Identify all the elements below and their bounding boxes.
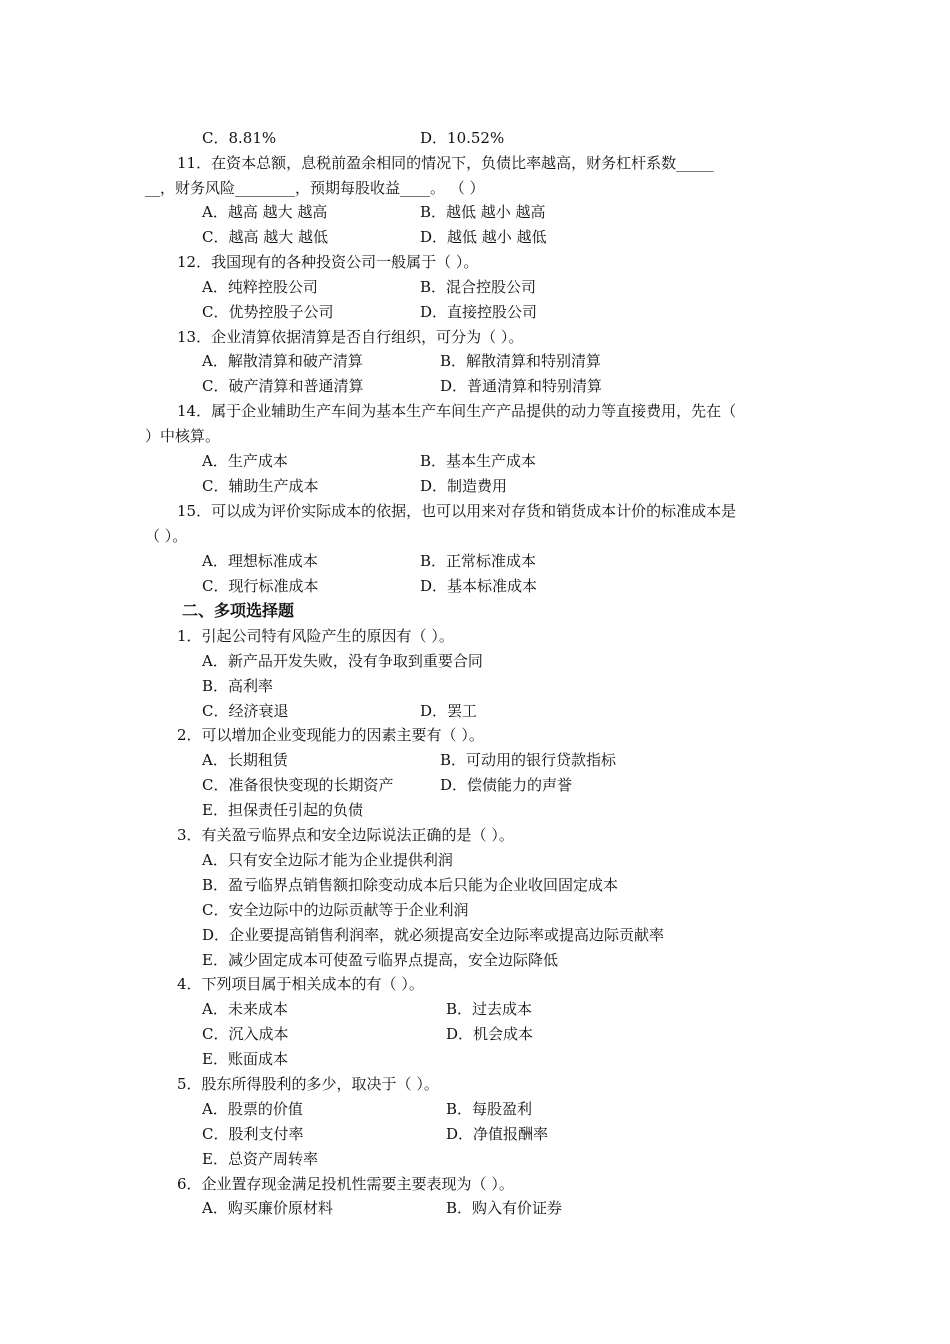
q15-option-d: D．基本标准成本 xyxy=(420,577,538,595)
q15-option-b: B．正常标准成本 xyxy=(420,552,537,570)
m5-option-a: A．股票的价值 xyxy=(202,1100,303,1118)
q11-option-a: A．越高 越大 越高 xyxy=(202,203,328,221)
mc-question-2-text: 2．可以增加企业变现能力的因素主要有（ ）。 xyxy=(177,726,484,744)
m3-option-e: E．减少固定成本可使盈亏临界点提高，安全边际降低 xyxy=(202,951,558,969)
q13-option-b: B．解散清算和特别清算 xyxy=(440,352,602,370)
question-14-text: 14．属于企业辅助生产车间为基本生产车间生产产品提供的动力等直接费用，先在（ xyxy=(177,402,737,420)
q12-option-c: C．优势控股子公司 xyxy=(202,303,334,321)
mc-question-3-text: 3．有关盈亏临界点和安全边际说法正确的是（ ）。 xyxy=(177,826,514,844)
m2-option-a: A．长期租赁 xyxy=(202,751,288,769)
question-15-text: 15．可以成为评价实际成本的依据，也可以用来对存货和销货成本计价的标准成本是 xyxy=(177,502,737,520)
q13-option-d: D．普通清算和特别清算 xyxy=(440,377,603,395)
mc-question-1-text: 1．引起公司特有风险产生的原因有（ ）。 xyxy=(177,627,454,645)
m2-option-e: E．担保责任引起的负债 xyxy=(202,801,363,819)
m6-option-b: B．购入有价证券 xyxy=(446,1199,563,1217)
q10-option-d: D．10.52% xyxy=(420,129,505,147)
question-11-text: 11．在资本总额，息税前盈余相同的情况下，负债比率越高，财务杠杆系数_____ xyxy=(177,154,714,172)
question-13-text: 13．企业清算依据清算是否自行组织，可分为（ ）。 xyxy=(177,328,524,346)
m1-option-d: D．罢工 xyxy=(420,702,478,720)
m5-option-e: E．总资产周转率 xyxy=(202,1150,318,1168)
section-heading-multiple-choice: 二、多项选择题 xyxy=(182,601,295,620)
m2-option-c: C．准备很快变现的长期资产 xyxy=(202,776,394,794)
mc-question-6-text: 6．企业置存现金满足投机性需要主要表现为（ ）。 xyxy=(177,1175,514,1193)
mc-question-5-text: 5．股东所得股利的多少，取决于（ ）。 xyxy=(177,1075,439,1093)
question-11-text-cont: __，财务风险________，预期每股收益____。 （ ） xyxy=(145,179,485,197)
m2-option-b: B．可动用的银行贷款指标 xyxy=(440,751,617,769)
q12-option-d: D．直接控股公司 xyxy=(420,303,538,321)
q15-option-a: A．理想标准成本 xyxy=(202,552,318,570)
q12-option-a: A．纯粹控股公司 xyxy=(202,278,318,296)
m3-option-c: C．安全边际中的边际贡献等于企业利润 xyxy=(202,901,469,919)
question-14-text-cont: ）中核算。 xyxy=(145,427,221,445)
q10-option-c: C．8.81% xyxy=(202,129,277,147)
q11-option-b: B．越低 越小 越高 xyxy=(420,203,546,221)
q14-option-a: A．生产成本 xyxy=(202,452,288,470)
m4-option-b: B．过去成本 xyxy=(446,1000,533,1018)
question-15-text-cont: （ ）。 xyxy=(145,527,188,545)
m3-option-b: B．盈亏临界点销售额扣除变动成本后只能为企业收回固定成本 xyxy=(202,876,619,894)
q13-option-a: A．解散清算和破产清算 xyxy=(202,352,363,370)
question-12-text: 12．我国现有的各种投资公司一般属于（ ）。 xyxy=(177,253,479,271)
m4-option-c: C．沉入成本 xyxy=(202,1025,289,1043)
m5-option-b: B．每股盈利 xyxy=(446,1100,533,1118)
m4-option-e: E．账面成本 xyxy=(202,1050,288,1068)
m5-option-c: C．股利支付率 xyxy=(202,1125,304,1143)
m1-option-a: A．新产品开发失败，没有争取到重要合同 xyxy=(202,652,483,670)
m4-option-d: D．机会成本 xyxy=(446,1025,534,1043)
q14-option-c: C．辅助生产成本 xyxy=(202,477,319,495)
q11-option-d: D．越低 越小 越低 xyxy=(420,228,547,246)
m3-option-a: A．只有安全边际才能为企业提供利润 xyxy=(202,851,453,869)
q15-option-c: C．现行标准成本 xyxy=(202,577,319,595)
m4-option-a: A．未来成本 xyxy=(202,1000,288,1018)
mc-question-4-text: 4．下列项目属于相关成本的有（ ）。 xyxy=(177,975,424,993)
q13-option-c: C．破产清算和普通清算 xyxy=(202,377,364,395)
m2-option-d: D．偿债能力的声誉 xyxy=(440,776,573,794)
q11-option-c: C．越高 越大 越低 xyxy=(202,228,329,246)
q14-option-b: B．基本生产成本 xyxy=(420,452,537,470)
q14-option-d: D．制造费用 xyxy=(420,477,508,495)
m3-option-d: D．企业要提高销售利润率，就必须提高安全边际率或提高边际贡献率 xyxy=(202,926,665,944)
m6-option-a: A．购买廉价原材料 xyxy=(202,1199,333,1217)
m1-option-c: C．经济衰退 xyxy=(202,702,289,720)
q12-option-b: B．混合控股公司 xyxy=(420,278,537,296)
m5-option-d: D．净值报酬率 xyxy=(446,1125,549,1143)
m1-option-b: B．高利率 xyxy=(202,677,274,695)
